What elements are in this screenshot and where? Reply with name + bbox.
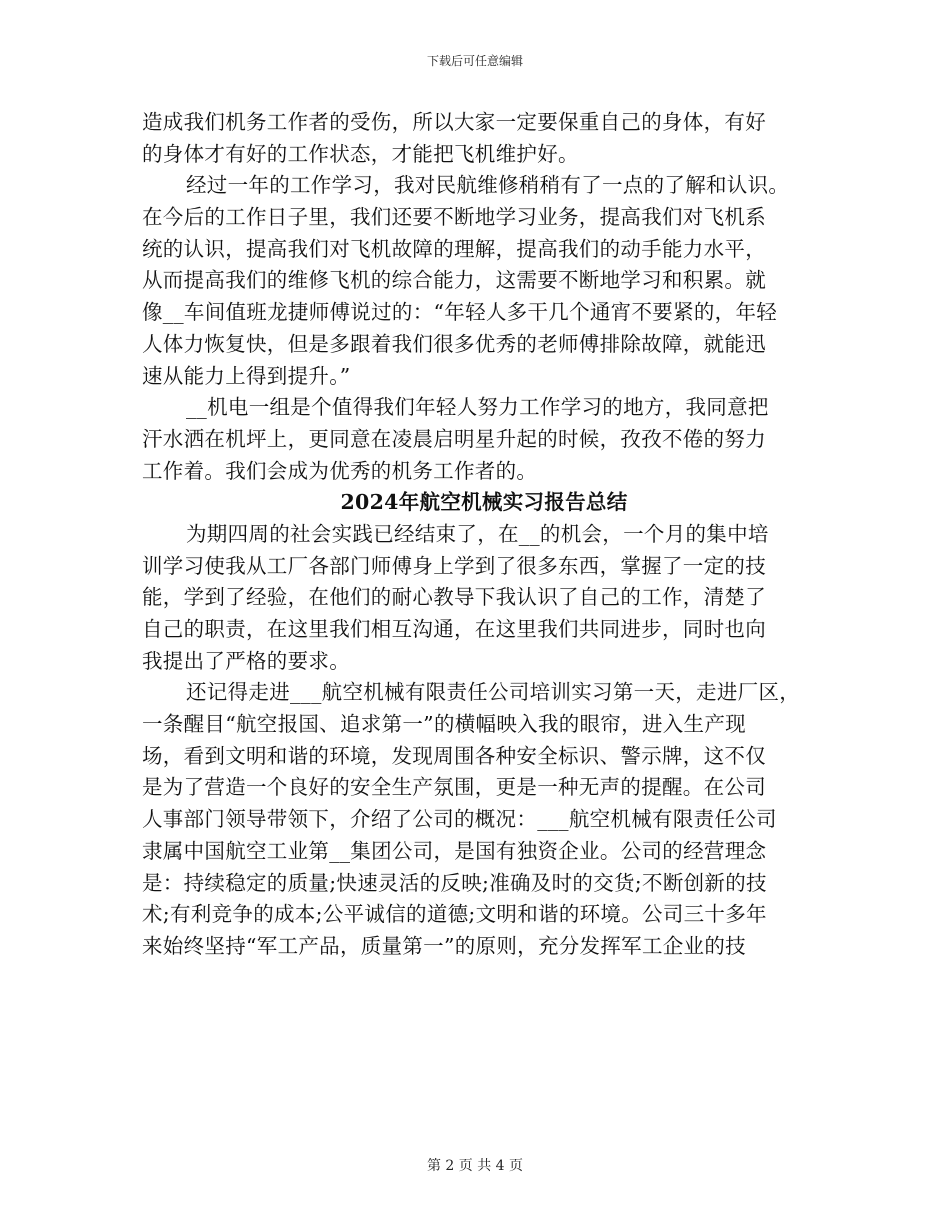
text-line: 术;有利竞争的成本;公平诚信的道德;文明和谐的环境。公司三十多年 — [142, 902, 767, 927]
text-line: 我提出了严格的要求。 — [142, 648, 350, 673]
text-line: 从而提高我们的维修飞机的综合能力，这需要不断地学习和积累。就 — [142, 268, 766, 293]
text-line: 速从能力上得到提升。” — [142, 363, 351, 388]
text-line: 的身体才有好的工作状态，才能把飞机维护好。 — [142, 141, 579, 166]
text-line: 隶属中国航空工业第__集团公司，是国有独资企业。公司的经营理念 — [142, 838, 767, 863]
text-line: 统的认识，提高我们对飞机故障的理解，提高我们的动手能力水平， — [142, 236, 766, 261]
text-line: 能，学到了经验，在他们的耐心教导下我认识了自己的工作，清楚了 — [142, 585, 766, 610]
text-line: 自己的职责，在这里我们相互沟通，在这里我们共同进步，同时也向 — [142, 617, 766, 641]
text-line: 工作着。我们会成为优秀的机务工作者的。 — [142, 458, 538, 483]
text-line: __机电一组是个值得我们年轻人努力工作学习的地方，我同意把 — [186, 395, 769, 420]
page-footer: 第 2 页 共 4 页 — [426, 1158, 524, 1174]
text-line: 是为了营造一个良好的安全生产氛围，更是一种无声的提醒。在公司 — [142, 775, 766, 800]
section-title: 2024年航空机械实习报告总结 — [340, 490, 628, 515]
text-line: 造成我们机务工作者的受伤，所以大家一定要保重自己的身体，有好 — [142, 110, 766, 134]
text-line: 汗水洒在机坪上，更同意在凌晨启明星升起的时候，孜孜不倦的努力 — [142, 426, 766, 451]
text-line: 像__车间值班龙捷师傅说过的：“年轻人多干几个通宵不要紧的，年轻 — [142, 300, 778, 325]
document-body — [142, 107, 822, 963]
text-line: 还记得走进___航空机械有限责任公司培训实习第一天，走进厂区， — [186, 680, 801, 705]
text-line: 人事部门领导带领下，介绍了公司的概况：___航空机械有限责任公司 — [142, 807, 777, 832]
text-line: 是：持续稳定的质量;快速灵活的反映;准确及时的交货;不断创新的技 — [142, 870, 767, 895]
page-header: 下载后可任意编辑 — [426, 54, 523, 68]
text-line: 来始终坚持“军工产品，质量第一”的原则，充分发挥军工企业的技 — [142, 933, 746, 958]
text-line: 训学习使我从工厂各部门师傅身上学到了很多东西，掌握了一定的技 — [142, 553, 766, 578]
text-line: 一条醒目“航空报国、追求第一”的横幅映入我的眼帘，进入生产现 — [142, 712, 746, 737]
text-line: 经过一年的工作学习，我对民航维修稍稍有了一点的了解和认识。 — [186, 173, 790, 198]
text-line: 人体力恢复快，但是多跟着我们很多优秀的老师傅排除故障，就能迅 — [142, 331, 766, 356]
text-line: 场，看到文明和谐的环境，发现周围各种安全标识、警示牌，这不仅 — [142, 743, 766, 768]
text-line: 为期四周的社会实践已经结束了，在__的机会，一个月的集中培 — [186, 521, 769, 546]
text-line: 在今后的工作日子里，我们还要不断地学习业务，提高我们对飞机系 — [142, 205, 766, 230]
